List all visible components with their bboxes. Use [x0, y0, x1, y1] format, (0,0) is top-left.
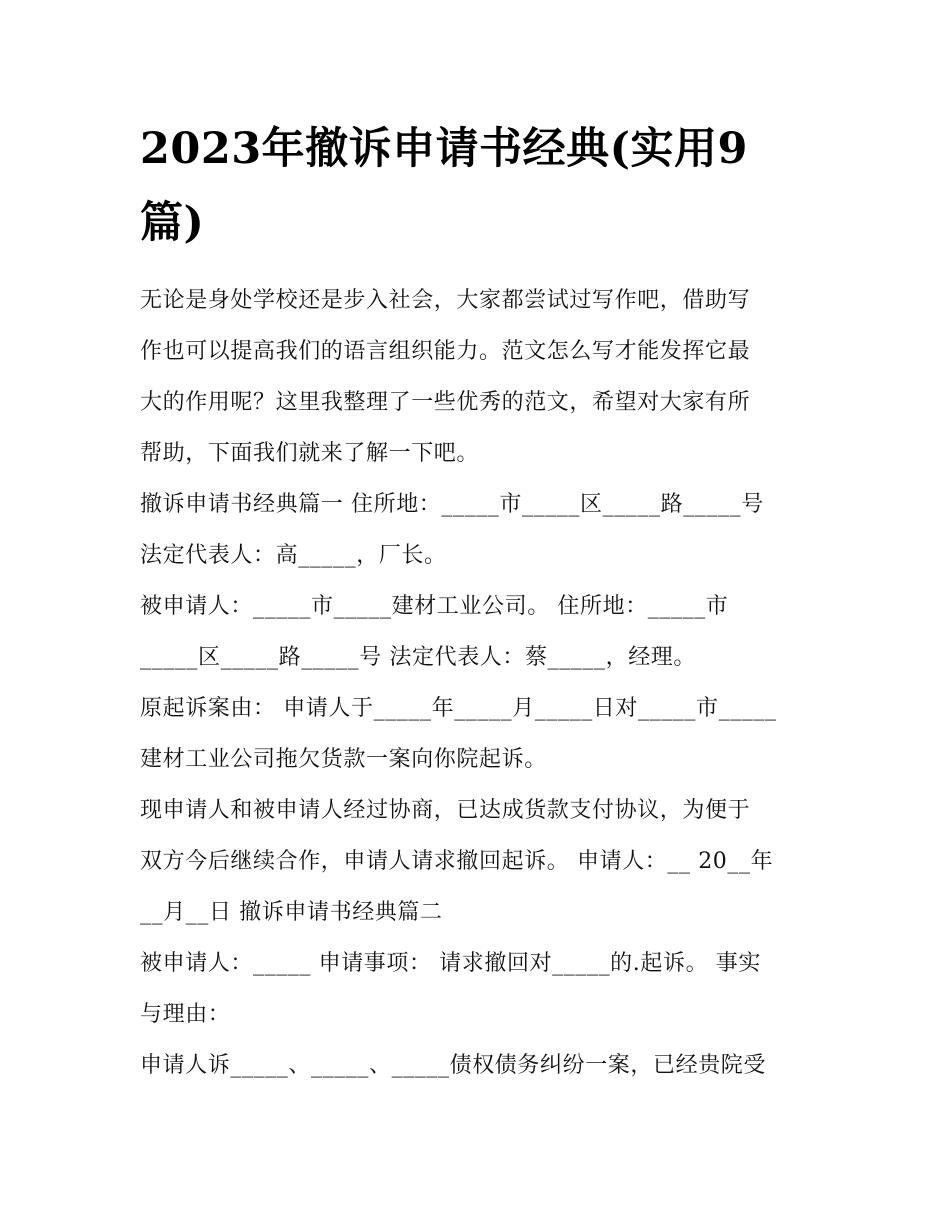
text-line: 大的作用呢？这里我整理了一些优秀的范文，希望对大家有所	[140, 390, 751, 415]
text-line: _____区_____路_____号 法定代表人：蔡_____，经理。	[140, 645, 696, 670]
dispute-paragraph	[140, 1040, 830, 1091]
sample-one-applicant-paragraph	[140, 479, 830, 581]
text-line: 现申请人和被申请人经过协商，已达成货款支付协议，为便于	[140, 798, 751, 823]
withdrawal-request-paragraph	[140, 785, 830, 938]
text-line: 撤诉申请书经典篇一 住所地：_____市_____区_____路_____号	[140, 492, 764, 517]
title-line-2: 篇)	[140, 198, 205, 248]
text-line: __月__日 撤诉申请书经典篇二	[140, 900, 443, 925]
text-line: 被申请人：_____市_____建材工业公司。 住所地：_____市	[140, 594, 729, 619]
text-line: 法定代表人：高_____，厂长。	[140, 543, 447, 568]
text-line: 原起诉案由： 申请人于_____年_____月_____日对_____市_____	[140, 696, 777, 721]
text-line: 与理由：	[140, 1002, 231, 1027]
text-line: 无论是身处学校还是步入社会，大家都尝试过写作吧，借助写	[140, 288, 751, 313]
text-line: 帮助，下面我们就来了解一下吧。	[140, 441, 480, 466]
text-line: 双方今后继续合作，申请人请求撤回起诉。 申请人：__ 20__年	[140, 849, 774, 874]
title-line-1: 2023年撤诉申请书经典(实用9	[140, 124, 748, 174]
respondent-paragraph	[140, 581, 830, 683]
text-line: 申请人诉_____、_____、_____债权债务纠纷一案，已经贵院受	[140, 1053, 767, 1078]
document-title	[140, 112, 830, 260]
text-line: 作也可以提高我们的语言组织能力。范文怎么写才能发挥它最	[140, 339, 751, 364]
text-line: 建材工业公司拖欠货款一案向你院起诉。	[140, 747, 547, 772]
document-body	[140, 275, 830, 1091]
text-line: 被申请人：_____ 申请事项： 请求撤回对_____的.起诉。 事实	[140, 951, 761, 976]
intro-paragraph	[140, 275, 830, 479]
case-cause-paragraph	[140, 683, 830, 785]
sample-two-respondent-paragraph	[140, 938, 830, 1040]
